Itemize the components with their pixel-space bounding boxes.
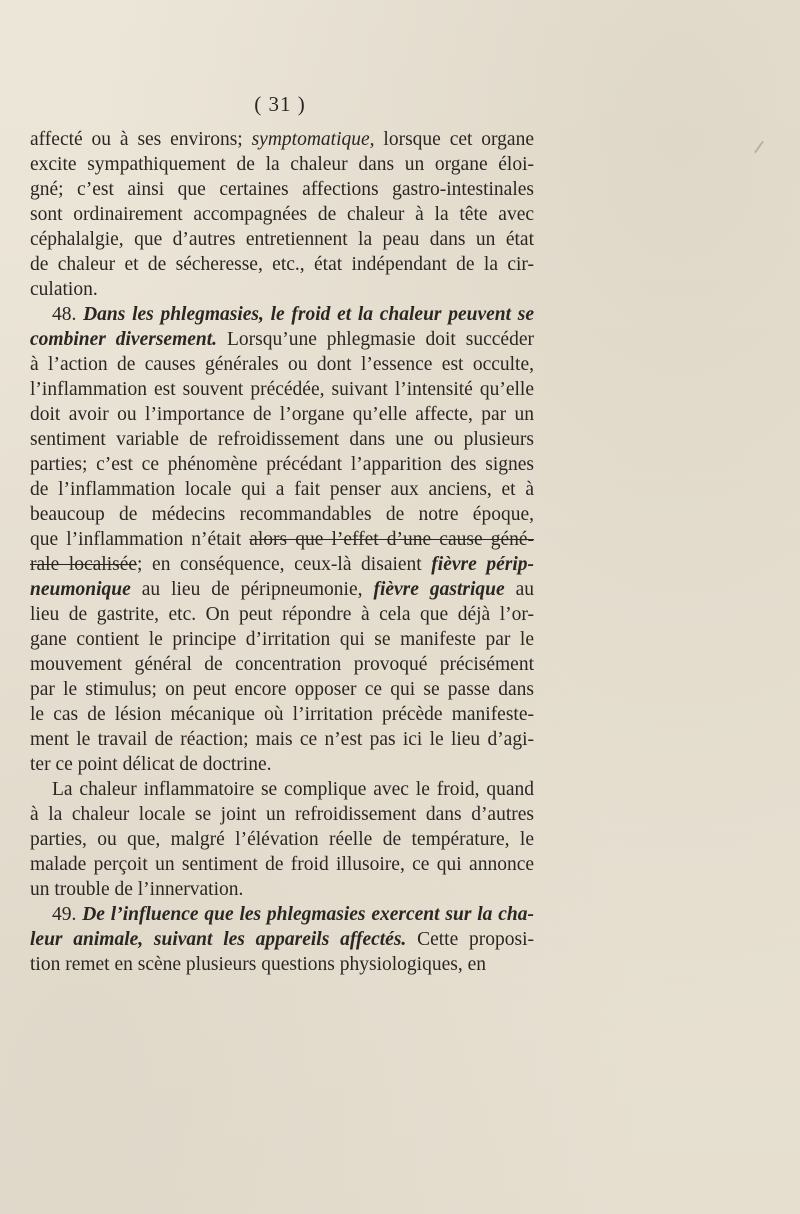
text-line [30,727,534,752]
page-number: ( 31 ) [254,92,306,116]
text-line [30,852,534,877]
text-line [30,902,534,927]
text-run: sentiment variable de refroidissement dans une ou plusieurs [30,429,534,450]
text-run: lorsque cet organe [374,129,534,150]
text-run: gane contient le principe d’irritation qui se manifeste par le [30,629,534,650]
text-line [30,502,534,527]
text-line [30,427,534,452]
text-line [30,752,534,777]
text-line [30,702,534,727]
text-line [30,477,534,502]
text-line [30,202,534,227]
text-line [30,577,534,602]
text-run: Cette proposi- [406,929,534,950]
text-run: mouvement général de concentration provoqué précisément [30,654,534,675]
text-run: Lorsqu’une phlegmasie doit succéder [217,329,534,350]
text-line [30,302,534,327]
section-heading-run: leur animale, suivant les appareils affectés. [30,929,407,950]
text-line [30,252,534,277]
text-run: ; en conséquence, ceux-là disaient [137,554,432,575]
text-line [30,177,534,202]
text-line [30,877,534,902]
text-run: l’inflammation est souvent précédée, suivant l’intensité qu’elle [30,379,534,400]
text-line [30,127,534,152]
section-heading-run: neumonique [30,579,131,600]
section-heading-run: combiner diversement. [30,329,218,350]
text-run: parties, ou que, malgré l’élévation réelle de température, le [30,829,534,850]
text-run: de chaleur et de sécheresse, etc., état indépendant de la cir- [30,254,534,275]
section-heading-run: fièvre périp- [431,554,535,575]
text-line [30,627,534,652]
text-line [30,227,534,252]
text-run: au [504,579,535,600]
text-run: excite sympathiquement de la chaleur dans un organe éloi- [30,154,534,175]
text-run: culation. [30,279,98,300]
struck-run: alors que l’effet d’une cause géné- [249,529,534,550]
text-run: affecté ou à ses environs; [30,129,252,150]
text-line [30,402,534,427]
text-run: tion remet en scène plusieurs questions physiologiques, en [30,954,487,975]
text-line [30,352,534,377]
text-run: 49. [52,904,83,925]
text-line [30,827,534,852]
text-run: un trouble de l’innervation. [30,879,244,900]
text-line [30,452,534,477]
text-run: ment le travail de réaction; mais ce n’est pas ici le lieu d’agi- [30,729,534,750]
text-line [30,777,534,802]
text-line [30,377,534,402]
text-line [30,277,534,302]
text-line [30,802,534,827]
text-run: malade perçoit un sentiment de froid illusoire, ce qui annonce [30,854,534,875]
text-run: que l’inflammation n’était [30,529,250,550]
text-line [30,327,534,352]
text-run: de l’inflammation locale qui a fait penser aux anciens, et à [30,479,534,500]
text-run: La chaleur inflammatoire se complique avec le froid, quand [52,779,534,800]
text-run: à la chaleur locale se joint un refroidissement dans d’autres [30,804,534,825]
text-line [30,152,534,177]
section-heading-run: Dans les phlegmasies, le froid et la chaleur peuvent se [83,304,535,325]
text-line [30,927,534,952]
text-run: sont ordinairement accompagnées de chaleur à la tête avec [30,204,534,225]
text-run: au lieu de péripneumonie, [130,579,374,600]
body-text [30,127,534,977]
text-line [30,602,534,627]
text-run: le cas de lésion mécanique où l’irritation précède manifeste- [30,704,534,725]
paper-mark [754,141,764,154]
text-run: 48. [52,304,84,325]
text-run: par le stimulus; on peut encore opposer ce qui se passe dans [30,679,534,700]
struck-run: rale localisée [30,554,138,575]
text-line [30,552,534,577]
text-run: lieu de gastrite, etc. On peut répondre à cela que déjà l’or- [30,604,534,625]
text-run: à l’action de causes générales ou dont l’essence est occulte, [30,354,534,375]
text-run: céphalalgie, que d’autres entretiennent la peau dans un état [30,229,534,250]
text-line [30,952,534,977]
section-heading-run: De l’influence que les phlegmasies exercent sur la cha- [82,904,535,925]
text-run: doit avoir ou l’importance de l’organe qu’elle affecte, par un [30,404,534,425]
text-run: parties; c’est ce phénomène précédant l’apparition des signes [30,454,534,475]
italic-run: symptomatique, [251,129,375,150]
text-line [30,527,534,552]
text-run: gné; c’est ainsi que certaines affections gastro-intestinales [30,179,534,200]
text-line [30,652,534,677]
text-run: beaucoup de médecins recommandables de notre époque, [30,504,534,525]
section-heading-run: fièvre gastrique [373,579,505,600]
text-run: ter ce point délicat de doctrine. [30,754,272,775]
text-line [30,677,534,702]
